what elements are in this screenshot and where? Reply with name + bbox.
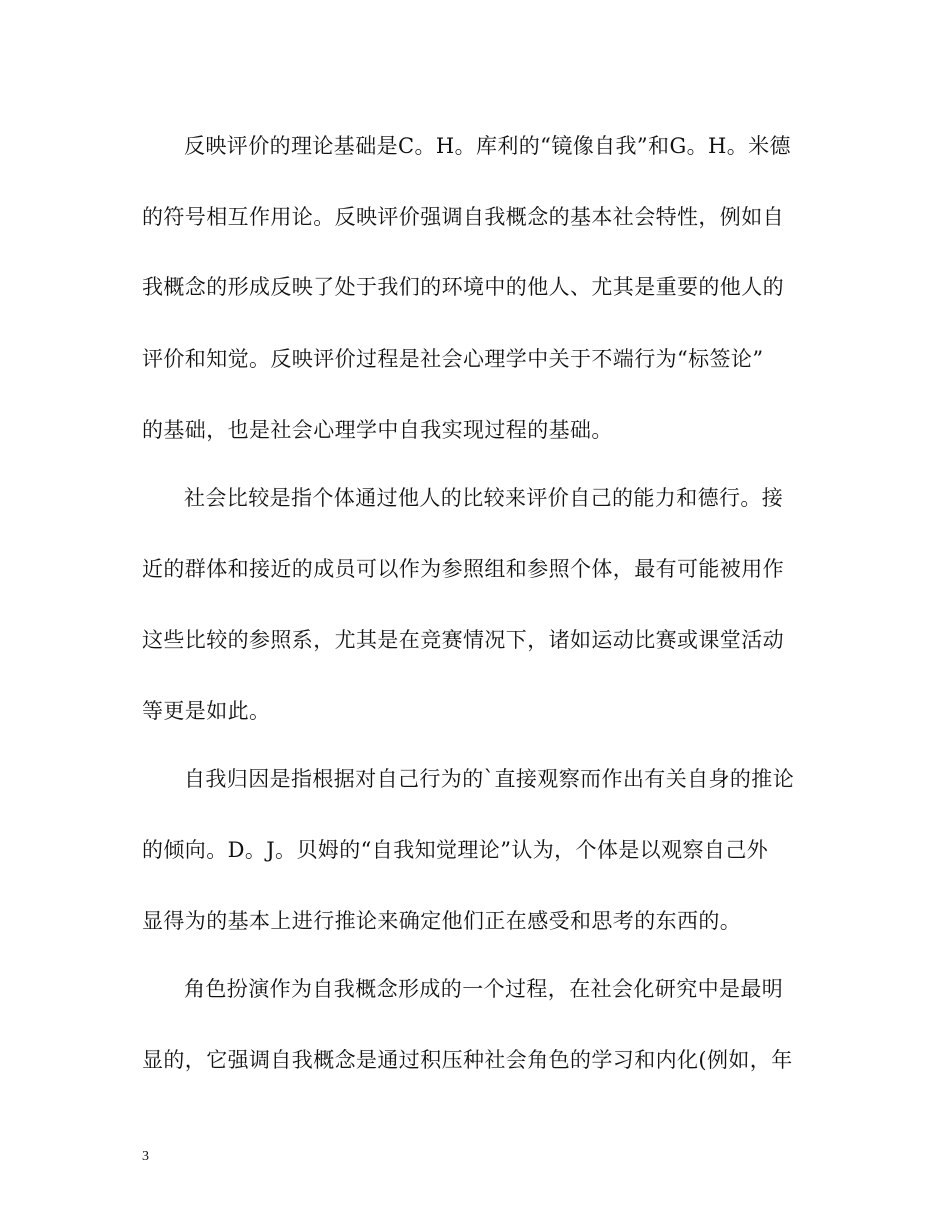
page-number: 3	[142, 1149, 149, 1164]
text-line: 近的群体和接近的成员可以作为参照组和参照个体，最有可能被用作	[142, 557, 784, 581]
text-line: 显的，它强调自我概念是通过积压种社会角色的学习和内化(例如，年	[142, 1048, 793, 1072]
text-line: 等更是如此。	[142, 699, 271, 723]
text-line: 反映评价的理论基础是C。H。库利的“镜像自我”和G。H。米德	[184, 134, 791, 158]
text-line: 我概念的形成反映了处于我们的环境中的他人、尤其是重要的他人的	[142, 275, 784, 299]
text-line: 的倾向。D。J。贝姆的“自我知觉理论”认为，个体是以观察自己外	[142, 838, 769, 862]
text-line: 的基础，也是社会心理学中自我实现过程的基础。	[142, 418, 613, 442]
text-line: 显得为的基本上进行推论来确定他们正在感受和思考的东西的。	[142, 909, 742, 933]
text-line: 社会比较是指个体通过他人的比较来评价自己的能力和德行。接	[184, 486, 784, 510]
text-line: 评价和知觉。反映评价过程是社会心理学中关于不端行为“标签论”	[142, 347, 764, 371]
text-line: 角色扮演作为自我概念形成的一个过程，在社会化研究中是最明	[184, 977, 784, 1001]
text-line: 这些比较的参照系，尤其是在竞赛情况下，诸如运动比赛或课堂活动	[142, 628, 784, 652]
text-line: 自我归因是指根据对自己行为的`直接观察而作出有关自身的推论	[184, 767, 795, 791]
text-line: 的符号相互作用论。反映评价强调自我概念的基本社会特性，例如自	[142, 205, 784, 229]
